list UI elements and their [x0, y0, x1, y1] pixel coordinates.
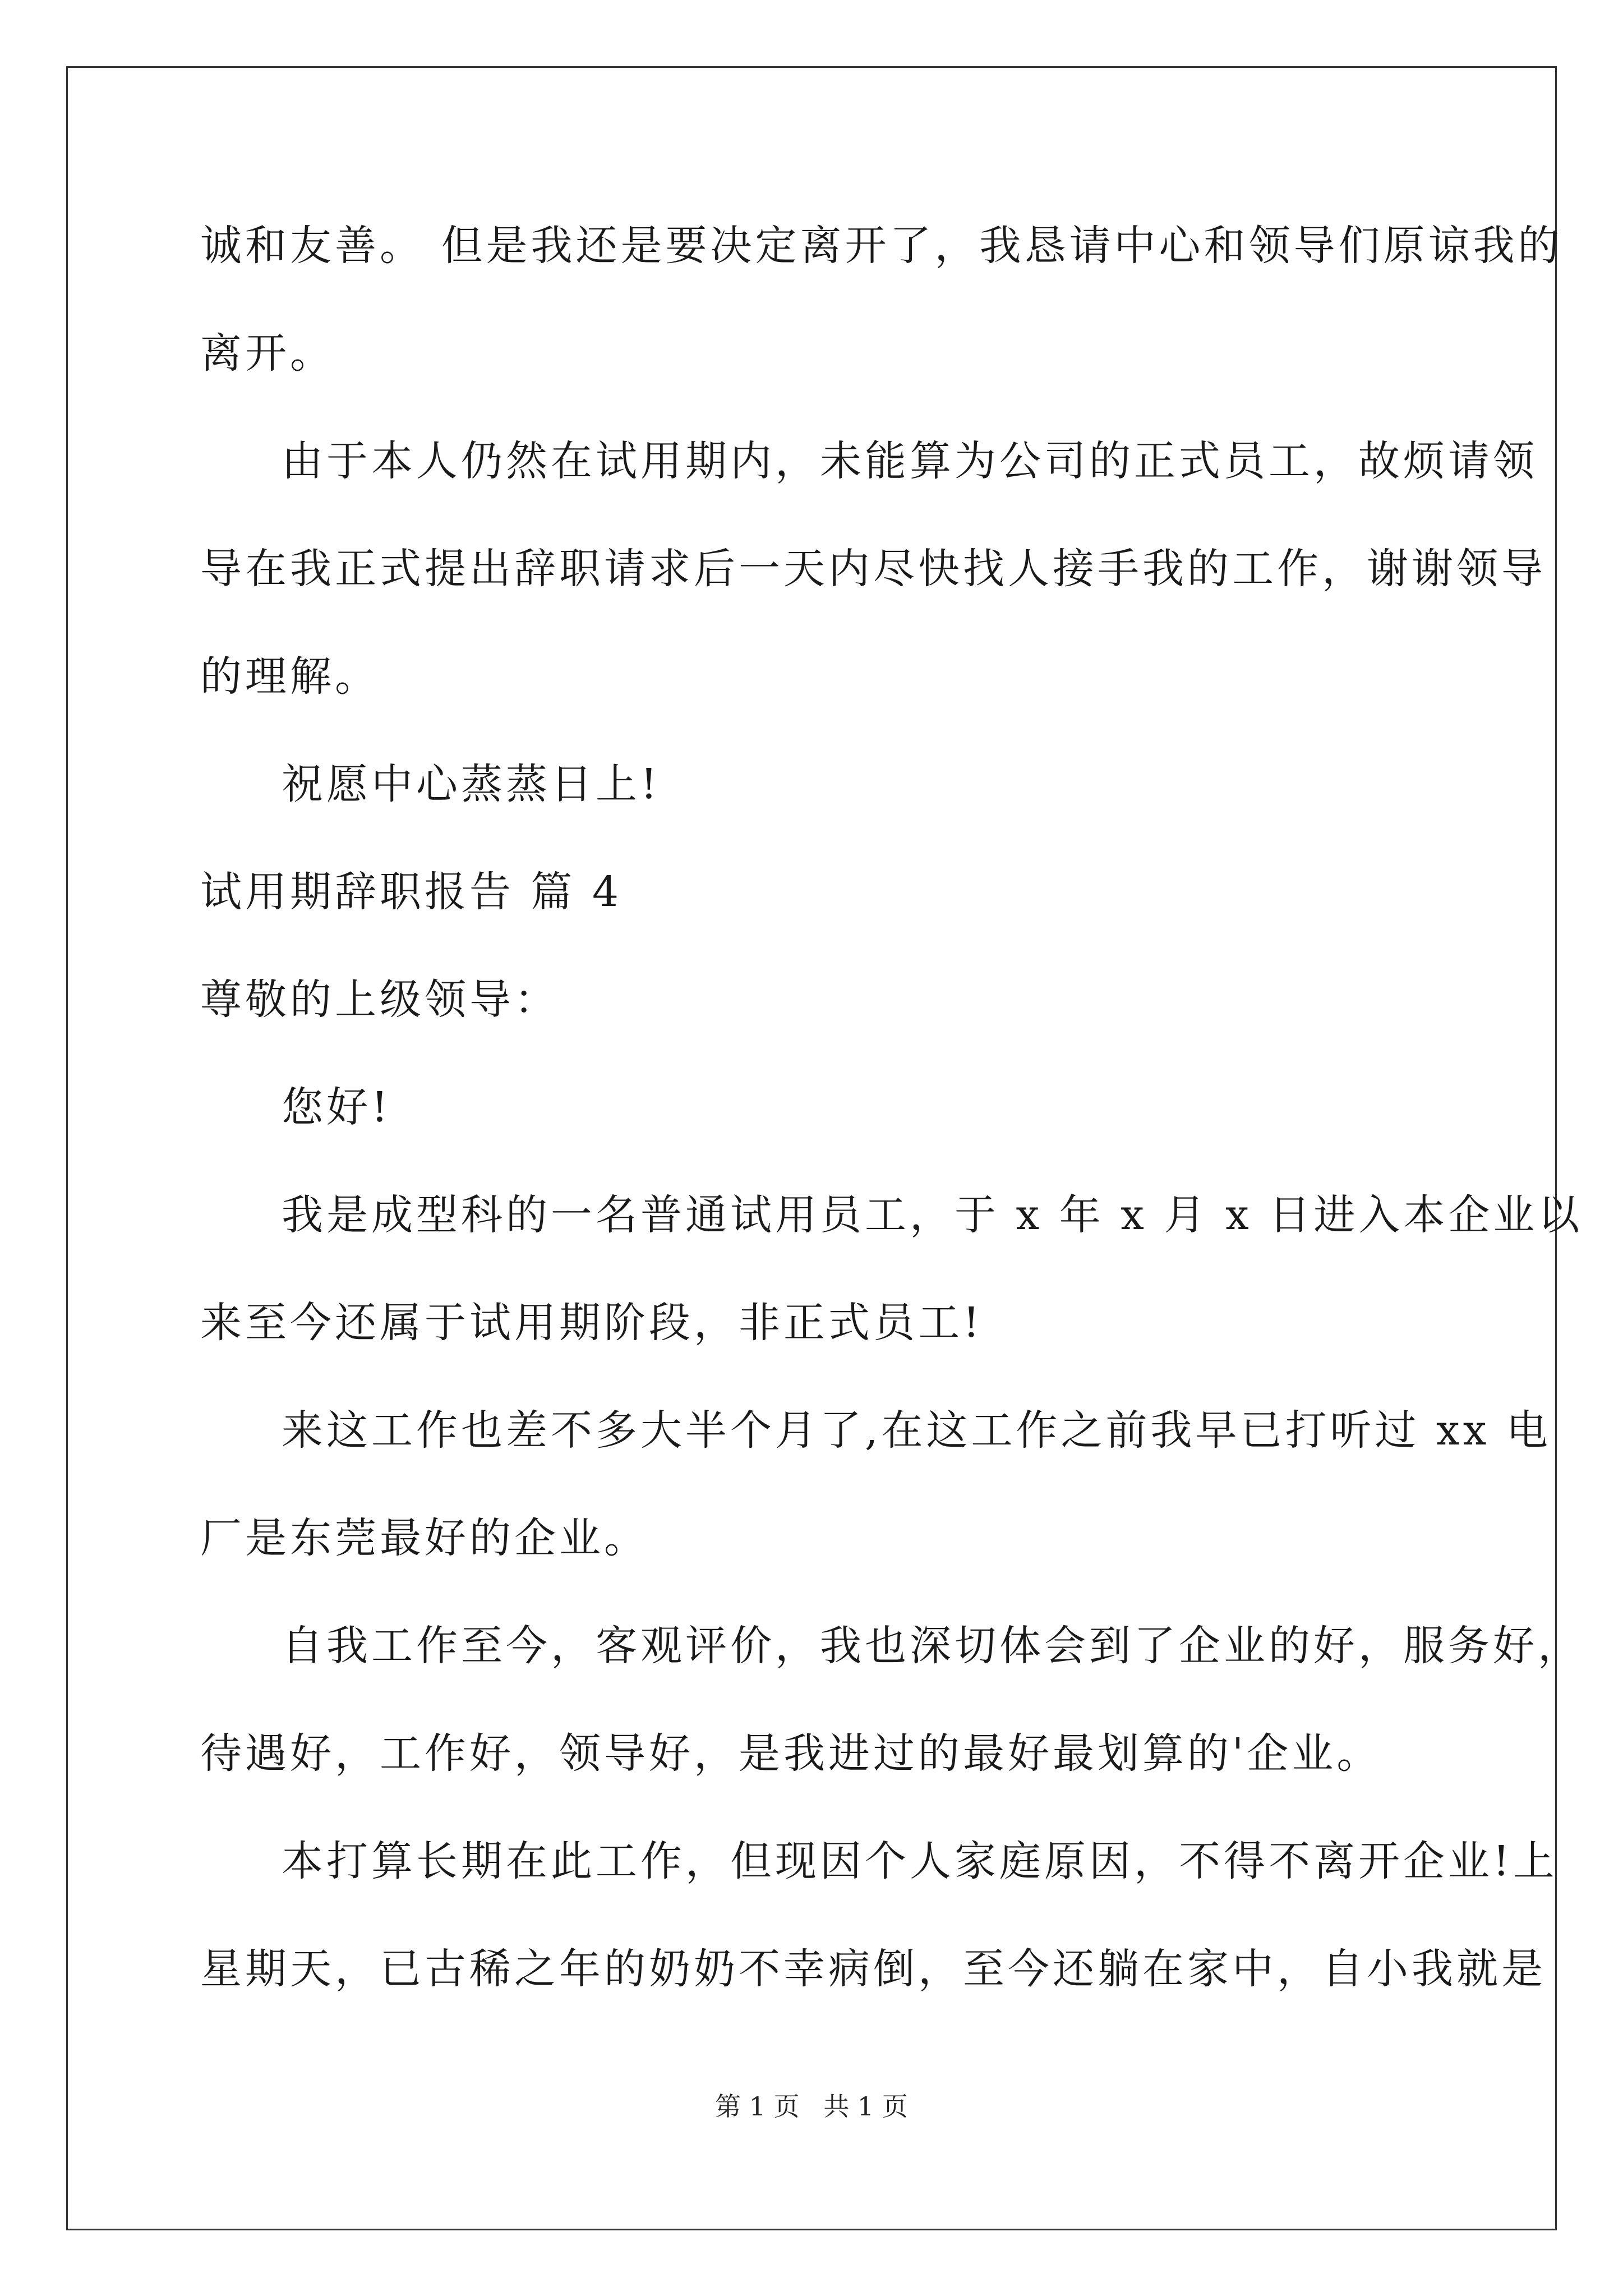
paragraph-start-line: 祝愿中心蒸蒸日上!	[282, 760, 661, 808]
paragraph-start-line: 由于本人仍然在试用期内，未能算为公司的正式员工，故烦请领	[282, 437, 1538, 485]
page-footer	[0, 2090, 1623, 2123]
section-heading: 试用期辞职报告 篇 4	[200, 868, 623, 916]
text-line: 导在我正式提出辞职请求后一天内尽快找人接手我的工作，谢谢领导	[200, 545, 1546, 593]
text-line: 来至今还属于试用期阶段，非正式员工!	[200, 1299, 983, 1347]
text-line: 诚和友善。 但是我还是要决定离开了，我恳请中心和领导们原谅我的	[200, 222, 1563, 270]
text-line: 的理解。	[200, 652, 380, 701]
page-number: 第 1 页	[715, 2091, 800, 2122]
paragraph-start-line: 本打算长期在此工作，但现因个人家庭原因，不得不离开企业!上	[282, 1837, 1558, 1885]
paragraph-start-line: 自我工作至今，客观评价，我也深切体会到了企业的好，服务好，	[282, 1622, 1583, 1670]
salutation: 尊敬的上级领导：	[200, 976, 559, 1024]
page-border	[66, 66, 1557, 2230]
paragraph-start-line: 来这工作也差不多大半个月了,在这工作之前我早已打听过 xx 电	[282, 1406, 1552, 1455]
greeting: 您好!	[282, 1083, 391, 1131]
text-line: 待遇好，工作好，领导好，是我进过的最好最划算的'企业。	[200, 1729, 1382, 1778]
text-line: 星期天，已古稀之年的奶奶不幸病倒，至今还躺在家中，自小我就是	[200, 1945, 1546, 1993]
text-line: 离开。	[200, 329, 335, 378]
page-total: 共 1 页	[823, 2091, 908, 2122]
text-line: 厂是东莞最好的企业。	[200, 1514, 649, 1562]
paragraph-start-line: 我是成型科的一名普通试用员工，于 x 年 x 月 x 日进入本企业以	[282, 1191, 1583, 1239]
